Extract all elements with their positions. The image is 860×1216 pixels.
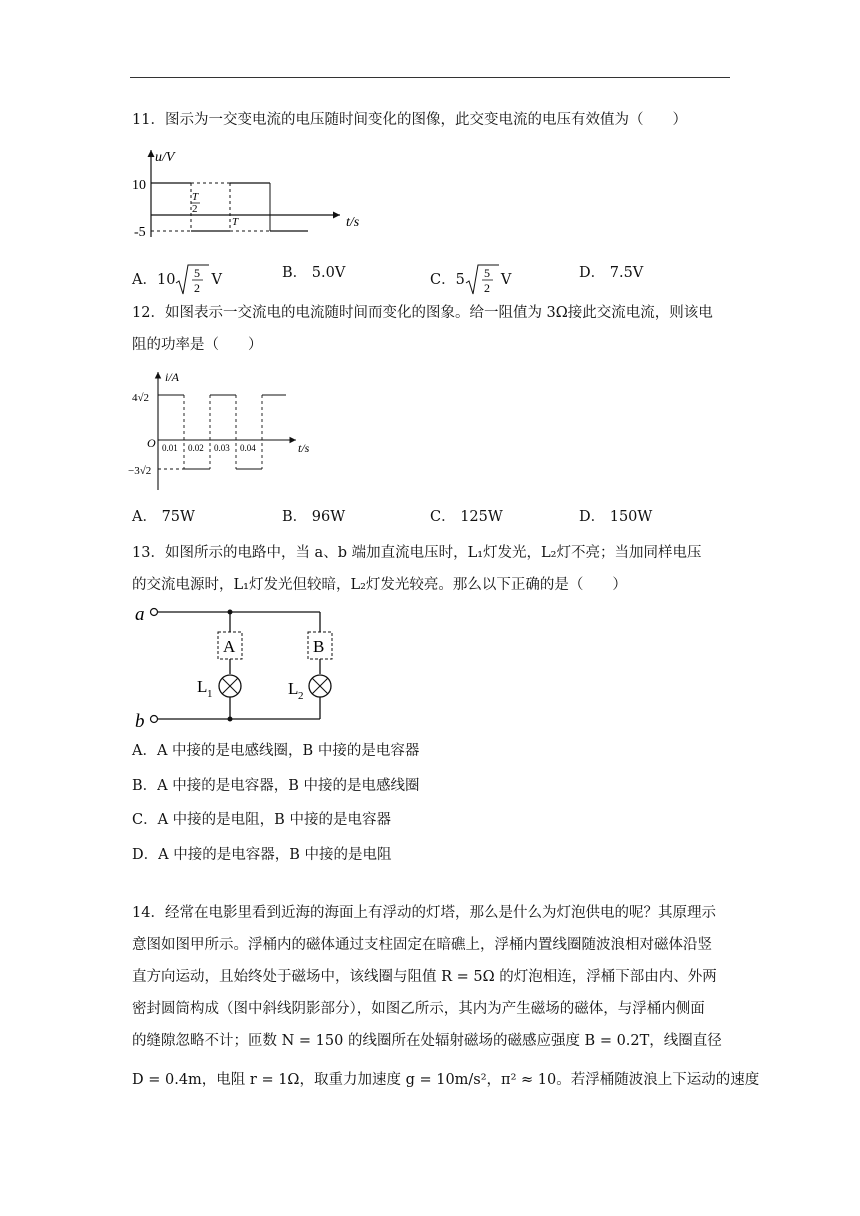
q13-option-b: B．A 中接的是电容器，B 中接的是电感线圈 [132, 778, 420, 794]
q11-half-period-den: 2 [192, 203, 198, 215]
q12-y-bottom: −3√2 [128, 465, 152, 477]
q13-option-c: C．A 中接的是电阻，B 中接的是电容器 [132, 812, 391, 828]
q13-terminal-b: b [135, 711, 145, 732]
q11-option-c: C．5 5 2 V [430, 263, 511, 297]
q12-current-graph [128, 366, 328, 496]
q13-option-a: A．A 中接的是电感线圈，B 中接的是电容器 [132, 743, 420, 759]
svg-text:2: 2 [483, 281, 490, 295]
q13-option-d: D．A 中接的是电容器，B 中接的是电阻 [132, 847, 392, 863]
q14-line-2: 意图如图甲所示。浮桶内的磁体通过支柱固定在暗礁上，浮桶内置线圈随波浪相对磁体沿竖 [132, 937, 712, 953]
svg-text:2: 2 [194, 281, 201, 295]
q13-lamp2-label: L [288, 679, 299, 698]
q12-option-c: C． 125W [430, 509, 503, 525]
header-rule [130, 77, 730, 78]
svg-text:B: B [313, 637, 325, 656]
q14-line-3: 直方向运动，且始终处于磁场中，该线圈与阻值 R = 5Ω 的灯泡相连，浮桶下部由内、外两 [132, 969, 717, 985]
q11-option-a-radical [175, 263, 211, 297]
svg-text:1: 1 [207, 688, 213, 700]
q12-option-a: A． 75W [132, 509, 195, 525]
q12-stem-line1: 12．如图表示一交流电的电流随时间而变化的图象。给一阻值为 3Ω接此交流电流，则该电 [132, 305, 713, 321]
q12-stem-line2: 阻的功率是（ ） [132, 337, 263, 353]
q12-x-axis-label: t/s [298, 441, 310, 455]
q11-option-d: D． 7.5V [579, 265, 644, 281]
q11-y-tick-neg5: -5 [134, 225, 146, 240]
q12-y-axis-label: i/A [165, 370, 179, 384]
q12-y-top: 4√2 [132, 392, 150, 404]
q12-option-b: B． 96W [282, 509, 346, 525]
q13-stem-line1: 13．如图所示的电路中，当 a、b 端加直流电压时，L₁灯发光，L₂灯不亮；当加同样电压 [132, 545, 702, 561]
q11-voltage-graph [128, 142, 368, 242]
svg-text:2: 2 [298, 690, 304, 702]
q14-line-1: 14．经常在电影里看到近海的海面上有浮动的灯塔，那么是什么为灯泡供电的呢？其原理示 [132, 905, 716, 921]
q12-origin: O [147, 436, 156, 450]
svg-text:5: 5 [483, 266, 490, 280]
q13-lamp1-label: L [197, 677, 208, 696]
q11-y-axis-label: u/V [155, 150, 175, 165]
q11-option-a: A．10 5 2 V [132, 263, 222, 297]
q14-line-5: 的缝隙忽略不计；匝数 N = 150 的线圈所在处辐射磁场的磁感应强度 B = 0.2T，线圈直径 [132, 1033, 722, 1049]
q12-x-tick-3: 0.03 [214, 443, 230, 453]
q11-y-tick-10: 10 [132, 178, 146, 193]
q12-x-tick-2: 0.02 [188, 443, 204, 453]
q11-stem: 11．图示为一交变电流的电压随时间变化的图像，此交变电流的电压有效值为（ ） [132, 112, 687, 128]
q13-terminal-a: a [135, 604, 145, 625]
q12-x-tick-4: 0.04 [240, 443, 256, 453]
svg-text:A: A [223, 637, 236, 656]
q11-option-b: B． 5.0V [282, 265, 346, 281]
q14-line-6: D = 0.4m，电阻 r = 1Ω，取重力加速度 g = 10m/s²，π² ≈ 10。若浮桶随波浪上下运动的速度 [132, 1072, 760, 1088]
q14-line-4: 密封圆筒构成（图中斜线阴影部分），如图乙所示，其内为产生磁场的磁体，与浮桶内侧面 [132, 1001, 705, 1017]
q13-circuit-diagram [130, 598, 350, 732]
q12-x-tick-1: 0.01 [162, 443, 178, 453]
q11-x-axis-label: t/s [346, 215, 360, 230]
q11-option-c-radical [465, 263, 501, 297]
q11-period-label: T [232, 216, 239, 228]
q12-option-d: D． 150W [579, 509, 653, 525]
q13-stem-line2: 的交流电源时，L₁灯发光但较暗，L₂灯发光较亮。那么以下正确的是（ ） [132, 577, 627, 593]
svg-text:5: 5 [194, 266, 201, 280]
q11-half-period-num: T [192, 191, 199, 203]
